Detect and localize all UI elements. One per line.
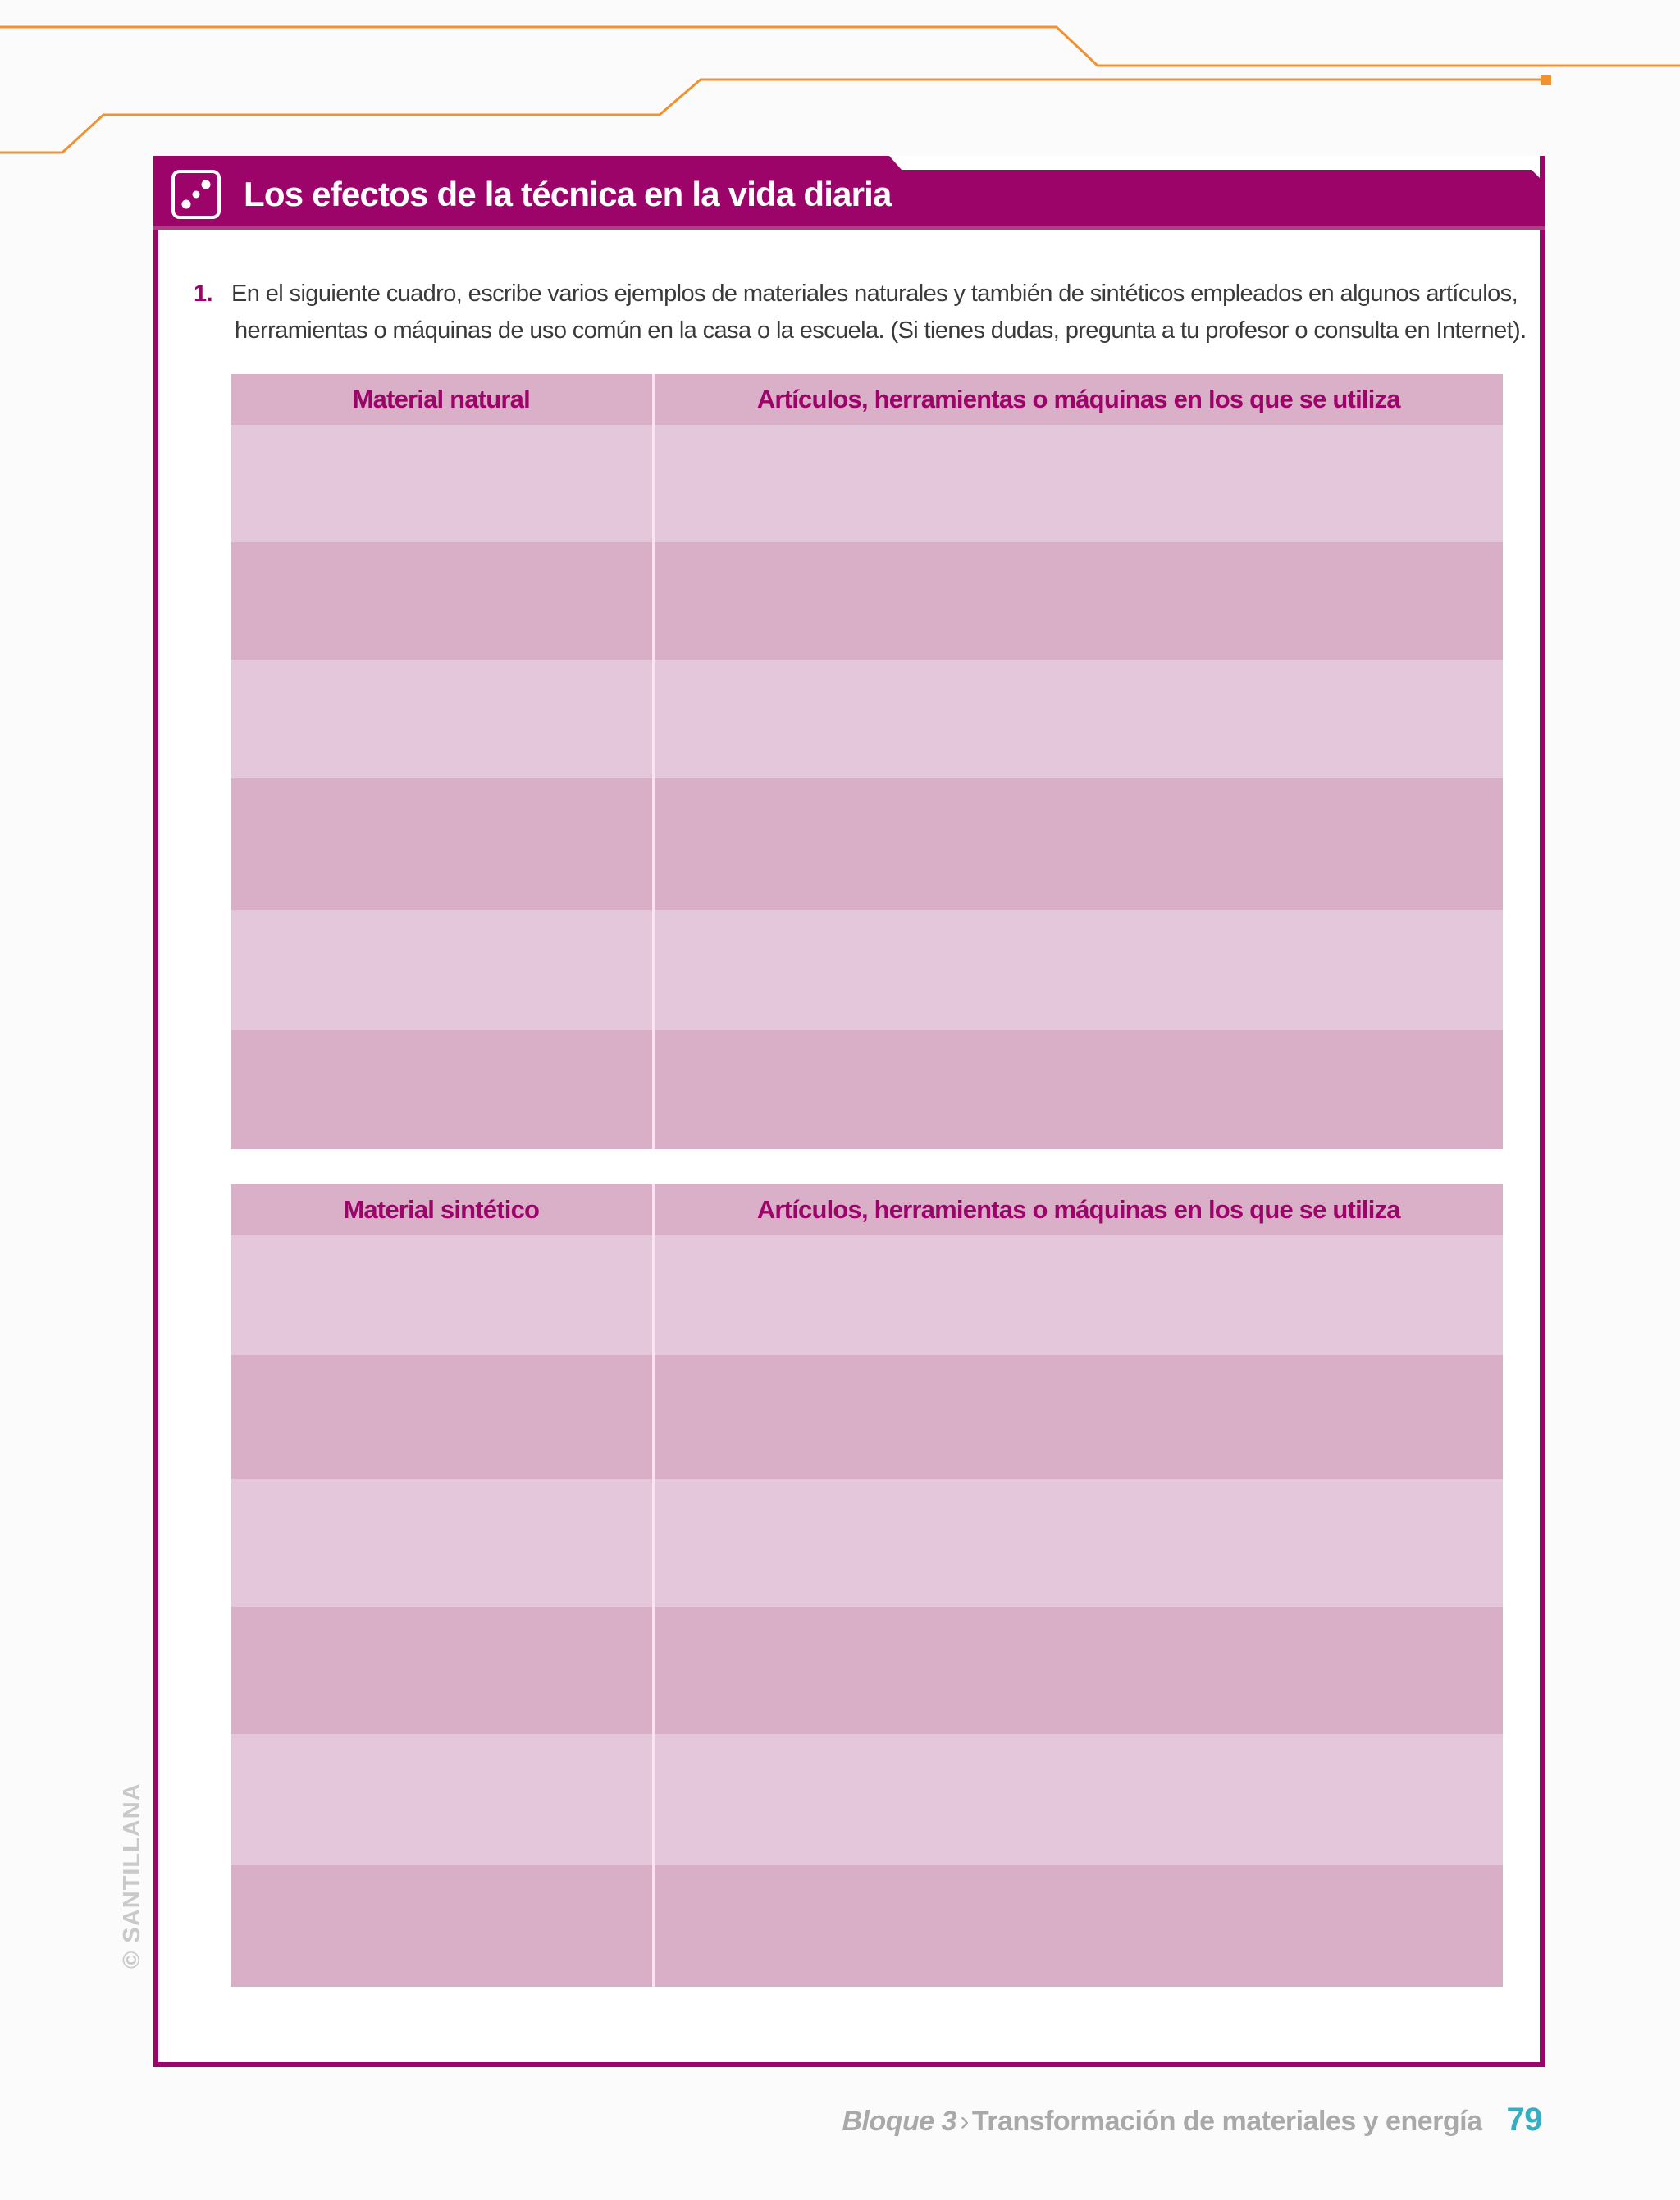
table-row — [231, 1030, 1503, 1149]
dots-icon — [171, 170, 221, 219]
header-articles: Artículos, herramientas o máquinas en los que se utiliza — [653, 374, 1503, 425]
articles-cell[interactable] — [653, 1235, 1503, 1355]
instruction-line-1: 1. En el siguiente cuadro, escribe varios ejemplos de materiales naturales y también de sintéticos empleados en algunos artículos, — [194, 276, 1539, 313]
header-material-natural: Material natural — [231, 374, 653, 425]
articles-cell[interactable] — [653, 1030, 1503, 1149]
table-row — [231, 1734, 1503, 1865]
header-material-sintetico: Material sintético — [231, 1184, 653, 1235]
material-cell[interactable] — [231, 1030, 653, 1149]
table-row — [231, 1479, 1503, 1607]
table-synthetic-materials — [231, 1184, 1503, 1987]
articles-cell[interactable] — [653, 1734, 1503, 1865]
decorative-circuit-lines — [0, 0, 1680, 164]
articles-cell[interactable] — [653, 910, 1503, 1030]
material-cell[interactable] — [231, 1235, 653, 1355]
material-cell[interactable] — [231, 1355, 653, 1479]
articles-cell[interactable] — [653, 542, 1503, 660]
material-cell[interactable] — [231, 1607, 653, 1734]
articles-cell[interactable] — [653, 778, 1503, 910]
header-articles: Artículos, herramientas o máquinas en los que se utiliza — [653, 1184, 1503, 1235]
articles-cell[interactable] — [653, 1355, 1503, 1479]
material-cell[interactable] — [231, 542, 653, 660]
material-cell[interactable] — [231, 910, 653, 1030]
material-cell[interactable] — [231, 660, 653, 778]
material-cell[interactable] — [231, 425, 653, 542]
table-natural-materials — [231, 374, 1503, 1149]
material-cell[interactable] — [231, 778, 653, 910]
articles-cell[interactable] — [653, 1479, 1503, 1607]
copyright-notice: © SANTILLANA — [119, 1782, 145, 1969]
articles-cell[interactable] — [653, 425, 1503, 542]
articles-cell[interactable] — [653, 1607, 1503, 1734]
table-row — [231, 1865, 1503, 1987]
footer-bloque: Bloque 3 — [842, 2106, 957, 2137]
page-number: 79 — [1506, 2102, 1542, 2138]
material-cell[interactable] — [231, 1865, 653, 1987]
footer-section: Transformación de materiales y energía — [971, 2106, 1482, 2137]
table-row — [231, 1607, 1503, 1734]
table-row — [231, 1235, 1503, 1355]
material-cell[interactable] — [231, 1479, 653, 1607]
page-footer — [842, 2102, 1542, 2138]
articles-cell[interactable] — [653, 660, 1503, 778]
instruction-line-2: herramientas o máquinas de uso común en la casa o la escuela. (Si tienes dudas, pregunta a tu profesor o consulta en Internet). — [235, 317, 1527, 344]
material-cell[interactable] — [231, 1734, 653, 1865]
section-title: Los efectos de la técnica en la vida diaria — [244, 175, 892, 213]
table-row — [231, 910, 1503, 1030]
table-row — [231, 778, 1503, 910]
breadcrumb-separator: › — [960, 2106, 969, 2137]
articles-cell[interactable] — [653, 1865, 1503, 1987]
table-row — [231, 542, 1503, 660]
table-row — [231, 660, 1503, 778]
table-row — [231, 1355, 1503, 1479]
item-number: 1. — [194, 281, 212, 307]
table-row — [231, 425, 1503, 542]
instructions — [194, 276, 1539, 349]
